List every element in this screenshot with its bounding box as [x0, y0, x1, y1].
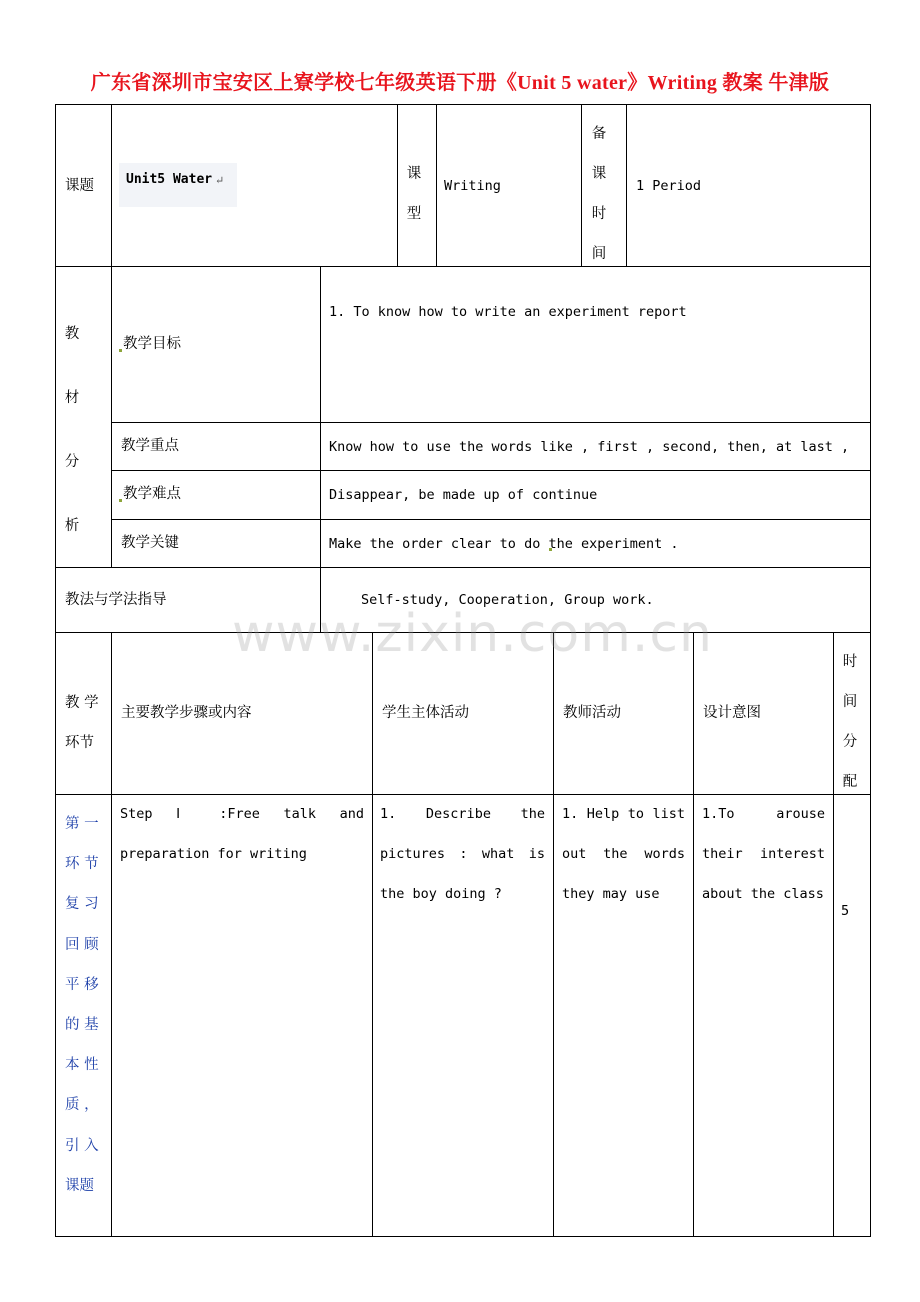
focus-label: 教学重点 — [121, 438, 179, 454]
key-label: 教学关键 — [121, 535, 179, 551]
prep-label: 备 课 时 间 — [591, 126, 607, 262]
steps-header-content: 主要教学步骤或内容 — [121, 705, 252, 721]
method-value: Self-study, Cooperation, Group work. — [361, 592, 654, 608]
step1-student: 1. Describe the pictures : what is the boy doing ? — [380, 806, 545, 902]
type-label: 课 型 — [406, 166, 422, 222]
document-title: 广东省深圳市宝安区上寮学校七年级英语下册《Unit 5 water》Writing 教案 牛津版 — [90, 72, 830, 94]
topic-label: 课题 — [65, 178, 94, 194]
step1-content: Step Ⅰ :Free talk and preparation for writing — [120, 806, 364, 862]
steps-header-time: 时 间 分 配 — [842, 654, 858, 790]
method-label: 教法与学法指导 — [65, 592, 167, 608]
goal-label: 教学目标 — [123, 336, 181, 352]
focus-value: Know how to use the words like , first , second, then, at last , — [329, 439, 850, 455]
step1-teacher: 1. Help to list out the words they may use — [562, 806, 685, 902]
steps-header-student: 学生主体活动 — [382, 705, 469, 721]
prep-value: 1 Period — [636, 178, 702, 194]
step1-intent: 1.To arouse their interest about the class — [702, 806, 825, 902]
steps-header-intent: 设计意图 — [703, 705, 761, 721]
watermark: www.zixin.com.cn — [232, 604, 713, 664]
type-value: Writing — [444, 178, 501, 194]
step1-time: 5 — [841, 903, 850, 919]
step1-stage: 第 一 环 节 复 习 回 顾 平 移 的 基 本 性 质 ， 引 入 课题 — [65, 816, 99, 1194]
difficulty-label: 教学难点 — [123, 486, 181, 502]
goal-value: 1. To know how to write an experiment report — [329, 304, 687, 320]
steps-header-stage: 教 学 环节 — [65, 695, 99, 751]
return-mark-icon: ↵ — [215, 174, 225, 187]
key-value: Make the order clear to do the experiment . — [329, 536, 679, 552]
steps-header-teacher: 教师活动 — [563, 705, 621, 721]
difficulty-value: Disappear, be made up of continue — [329, 487, 598, 503]
topic-value: Unit5 Water — [126, 172, 213, 187]
analysis-section-label: 教 材 分 析 — [64, 326, 80, 534]
